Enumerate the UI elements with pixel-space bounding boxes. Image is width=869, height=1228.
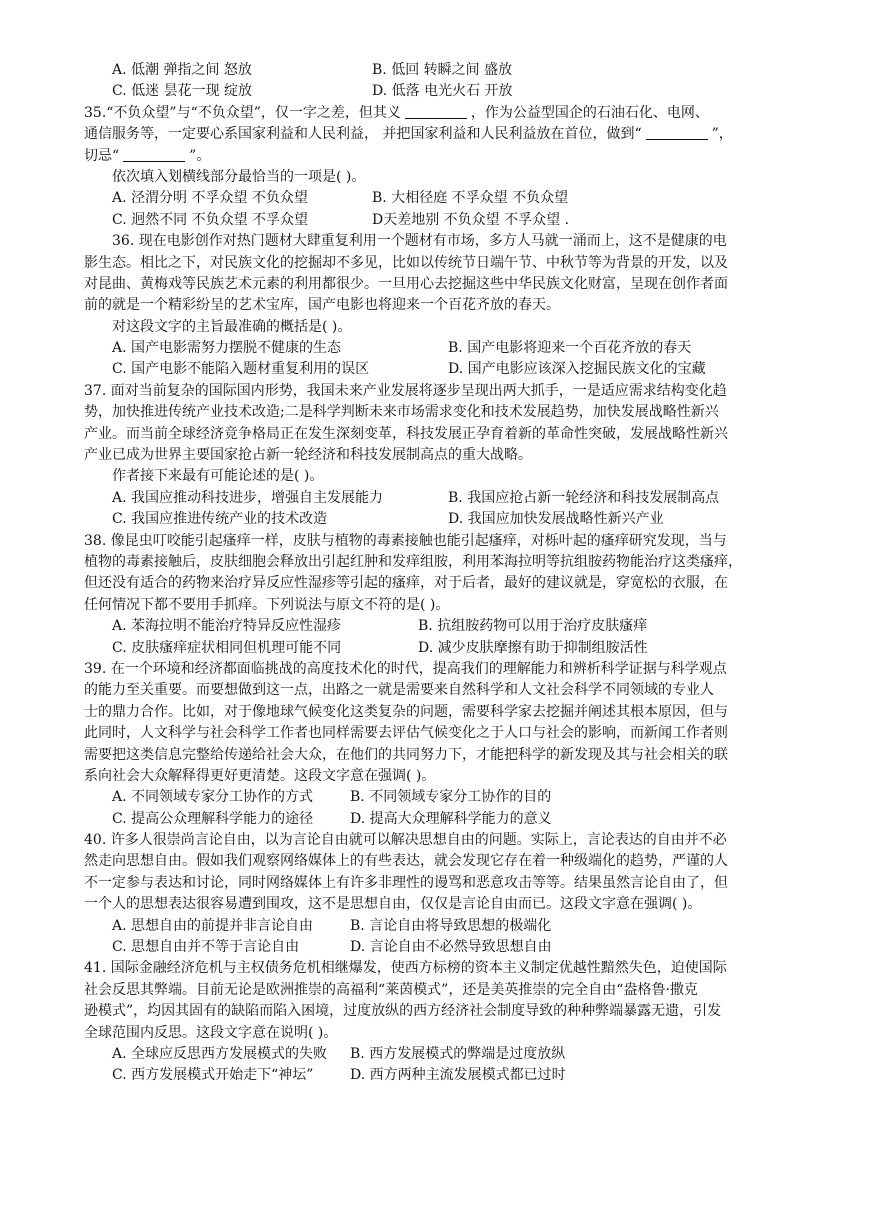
q34-options-row2 [84,81,784,102]
q39-options-row2 [84,809,784,830]
q41-option-d: D. 西方两种主流发展模式都已过时 [350,1067,566,1084]
q39-option-b: B. 不同领域专家分工协作的目的 [350,789,552,806]
q34-option-c: C. 低迷 昙花一现 绽放 [112,83,253,100]
q35-text: 35.“不负众望”与“不负众望”，仅一字之差，但其义 [84,104,401,121]
q40-stem-line3: 不一定参与表达和讨论，同时网络媒体上有许多非理性的谩骂和恶意攻击等等。结果虽然言论自由了，但 [84,874,728,891]
q38-stem-line4: 任何情况下都不要用手抓痒。下列说法与原文不符的是( )。 [84,596,450,613]
q37-stem-line3: 产业。而当前全球经济竞争格局正在发生深刻变革，科技发展正孕育着新的革命性突破，发展战略性新兴 [84,425,728,442]
q35-prompt: 依次填入划横线部分最恰当的一项是( )。 [112,168,366,185]
q36-stem-line2: 影生态。相比之下，对民族文化的挖掘却不多见，比如以传统节日端午节、中秋节等为背景的开发，以及 [84,254,728,271]
q41-option-c: C. 西方发展模式开始走下“神坛” [112,1067,314,1084]
q40-options-row2 [84,937,784,958]
q36-stem-line4: 前的就是一个精彩纷呈的艺术宝库，国产电影也将迎来一个百花齐放的春天。 [84,297,560,314]
q41-options-row1 [84,1044,784,1065]
q34-options-row1 [84,60,784,81]
q40-option-b: B. 言论自由将导致思想的极端化 [350,917,552,934]
q36-prompt: 对这段文字的主旨最准确的概括是( )。 [112,318,352,335]
q37-prompt: 作者接下来最有可能论述的是( )。 [112,468,324,485]
q40-stem-line4: 一个人的思想表达很容易遭到围攻，这不是思想自由，仅仅是言论自由而已。这段文字意在强调( )。 [84,896,702,913]
q35-text: 切忌“ [84,147,120,164]
q37-stem-line4: 产业已成为世界主要国家抢占新一轮经济和科技发展制高点的重大战略。 [84,447,532,464]
q37-option-c: C. 我国应推进传统产业的技术改造 [112,511,328,528]
q38-stem-line2: 植物的毒素接触后，皮肤细胞会释放出引起红肿和发痒组胺，利用苯海拉明等抗组胺药物能治疗这类瘙痒， [84,553,742,570]
q39-stem-line4: 此同时，人文科学与社会科学工作者也同样需要去评估气候变化之于人口与社会的影响，而新闻工作者则 [84,725,728,742]
q35-option-d: D天差地别 不负众望 不孚众望 . [372,211,570,228]
q34-option-a: A. 低潮 弹指之间 怒放 [112,62,252,78]
q37-option-a: A. 我国应推动科技进步，增强自主发展能力 [112,489,384,506]
q40-stem-line1: 40. 许多人很崇尚言论自由，以为言论自由就可以解决思想自由的问题。实际上，言论表达的自由并不必 [84,832,727,849]
q36-options-row1 [84,338,784,359]
q39-stem-line5: 需要把这类信息完整给传递给社会大众，在他们的共同努力下，才能把科学的新发现及其与社会相关的联 [84,746,728,763]
q41-options-row2 [84,1065,784,1086]
q39-options-row1 [84,787,784,808]
q36-option-d: D. 国产电影应该深入挖掘民族文化的宝藏 [448,361,706,378]
q36-stem-line1: 36. 现在电影创作对热门题材大肆重复利用一个题材有市场，多方人马就一涌而上，这不是健康的电 [112,233,727,250]
q37-options-row2 [84,509,784,530]
q39-stem-line1: 39. 在一个环境和经济都面临挑战的高度技术化的时代，提高我们的理解能力和辨析科学证据与科学观点 [84,660,727,677]
q41-option-a: A. 全球应反思西方发展模式的失败 [112,1045,328,1062]
q39-option-c: C. 提高公众理解科学能力的途径 [112,810,314,827]
q39-option-a: A. 不同领域专家分工协作的方式 [112,789,314,806]
q35-stem-line3 [84,146,784,167]
q35-text: 通信服务等，一定要心系国家利益和人民利益， 并把国家利益和人民利益放在首位，做到“ [84,126,642,143]
q37-stem-line2: 势，加快推进传统产业技术改造;二是科学判断未来市场需求变化和技术发展趋势，加快发展战略性新兴 [84,404,719,421]
q37-option-d: D. 我国应加快发展战略性新兴产业 [448,511,664,528]
q40-option-d: D. 言论自由不必然导致思想自由 [350,939,552,956]
q39-stem-line6: 系向社会大众解释得更好更清楚。这段文字意在强调( )。 [84,767,436,784]
q36-options-row2 [84,359,784,380]
q40-stem-line2: 然走向思想自由。假如我们观察网络媒体上的有些表达，就会发现它存在着一种级端化的趋势，严谨的人 [84,853,728,870]
q35-text: ”， [711,126,733,143]
q35-stem-line1 [84,103,784,124]
q35-text: ”。 [189,147,211,164]
q41-stem-line2: 社会反思其弊端。目前无论是欧洲推崇的高福利“莱茵模式”，还是美英推崇的完全自由“盎格鲁·撒克 [84,981,698,998]
q35-options-row2 [84,210,784,231]
answer-blank [405,104,467,119]
q37-options-row1 [84,488,784,509]
q35-stem-line2 [84,124,784,145]
q35-option-b: B. 大相径庭 不孚众望 不负众望 [372,190,569,207]
q41-option-b: B. 西方发展模式的弊端是过度放纵 [350,1045,566,1062]
q37-option-b: B. 我国应抢占新一轮经济和科技发展制高点 [448,489,720,506]
q39-stem-line2: 的能力至关重要。而要想做到这一点，出路之一就是需要来自然科学和人文社会科学不同领域的专业人 [84,682,714,699]
q40-option-a: A. 思想自由的前提并非言论自由 [112,917,314,934]
q36-option-b: B. 国产电影将迎来一个百花齐放的春天 [448,340,692,357]
q38-option-a: A. 苯海拉明不能治疗特异反应性湿疹 [112,618,342,635]
document-page [84,60,784,1087]
q38-stem-line3: 但还没有适合的药物来治疗异反应性湿疹等引起的瘙痒，对于后者，最好的建议就是，穿宽松的衣服，在 [84,575,728,592]
q34-option-b: B. 低回 转瞬之间 盛放 [372,62,513,78]
q41-stem-line1: 41. 国际金融经济危机与主权债务危机相继爆发，使西方标榜的资本主义制定优越性黯然失色，迫使国际 [84,960,727,977]
q41-stem-line3: 逊模式”，均因其固有的缺陷而陷入困境，过度放纵的西方经济社会制度导致的种种弊端暴露无遗，引发 [84,1003,722,1020]
q35-text: ，作为公益型国企的石油石化、电网、 [470,104,709,121]
q41-stem-line4: 全球范围内反思。这段文字意在说明( )。 [84,1024,338,1041]
q35-option-c: C. 迥然不同 不负众望 不孚众望 [112,211,309,228]
q38-stem-line1: 38. 像昆虫叮咬能引起瘙痒一样，皮肤与植物的毒素接触也能引起瘙痒，对栎叶起的瘙痒研究发现，当与 [84,532,727,549]
q35-option-a: A. 泾渭分明 不孚众望 不负众望 [112,190,308,207]
q36-option-a: A. 国产电影需努力摆脱不健康的生态 [112,340,342,357]
q38-option-b: B. 抗组胺药物可以用于治疗皮肤瘙痒 [418,618,648,635]
q37-stem-line1: 37. 面对当前复杂的国际国内形势，我国未来产业发展将逐步呈现出两大抓手，一是适应需求结构变化趋 [84,382,727,399]
q38-option-c: C. 皮肤瘙痒症状相同但机理可能不同 [112,639,342,656]
q40-options-row1 [84,916,784,937]
q39-option-d: D. 提高大众理解科学能力的意义 [350,810,552,827]
answer-blank [646,125,708,140]
q39-stem-line3: 士的鼎力合作。比如，对于像地球气候变化这类复杂的问题，需要科学家去挖掘并阐述其根本原因，但与 [84,703,728,720]
q36-stem-line3: 对昆曲、黄梅戏等民族艺术元素的利用都很少。一旦用心去挖掘这些中华民族文化财富，呈现在创作者面 [84,275,728,292]
q35-options-row1 [84,188,784,209]
q38-options-row2 [84,638,784,659]
q40-option-c: C. 思想自由并不等于言论自由 [112,939,300,956]
q36-option-c: C. 国产电影不能陷入题材重复利用的误区 [112,361,370,378]
q38-options-row1 [84,616,784,637]
q38-option-d: D. 减少皮肤摩擦有助于抑制组胺活性 [418,639,648,656]
answer-blank [123,147,185,162]
q34-option-d: D. 低落 电光火石 开放 [372,83,513,100]
